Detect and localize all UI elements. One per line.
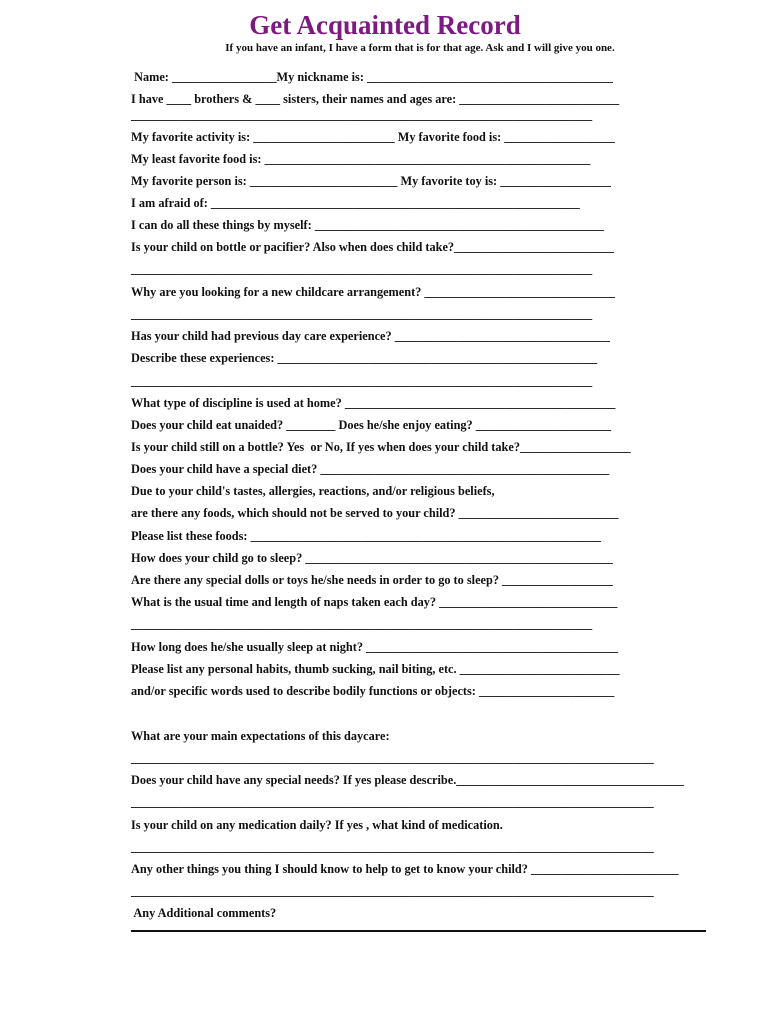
text-dietary-restrictions: Due to your child's tastes, allergies, reactions, and/or religious beliefs,	[131, 484, 495, 498]
field-previous-daycare[interactable]: Has your child had previous day care experience? ___________________________________	[131, 329, 610, 343]
field-list-foods[interactable]: Please list these foods: _________________________________________________________	[131, 529, 601, 543]
field-special-needs-cont[interactable]: _____________________________________________________________________________________	[131, 795, 654, 809]
field-eat-unaided[interactable]: Does your child eat unaided? ________ Does he/she enjoy eating? ______________________	[131, 418, 612, 432]
field-sleep-at-night[interactable]: How long does he/she usually sleep at night? _________________________________________	[131, 640, 619, 654]
field-siblings-cont[interactable]: ___________________________________________________________________________	[131, 108, 593, 122]
field-do-by-myself[interactable]: I can do all these things by myself: _______________________________________________	[131, 218, 604, 232]
field-favorite-person-toy[interactable]: My favorite person is: ________________________ My favorite toy is: __________________	[131, 174, 611, 188]
form-subtitle: If you have an infant, I have a form that is for that age. Ask and I will give you one.	[225, 42, 615, 54]
field-other-things-cont[interactable]: _____________________________________________________________________________________	[131, 884, 654, 898]
field-go-to-sleep[interactable]: How does your child go to sleep? __________________________________________________	[131, 551, 613, 565]
bottom-rule	[131, 930, 706, 932]
field-bottle-pacifier[interactable]: Is your child on bottle or pacifier? Also when does child take?__________________________	[131, 240, 614, 254]
field-describe-experiences[interactable]: Describe these experiences: ____________________________________________________	[131, 351, 598, 365]
field-new-childcare-reason[interactable]: Why are you looking for a new childcare arrangement? _______________________________	[131, 285, 616, 299]
field-personal-habits[interactable]: Please list any personal habits, thumb sucking, nail biting, etc. __________________________	[131, 662, 620, 676]
field-bottle-pacifier-cont[interactable]: ___________________________________________________________________________	[131, 262, 593, 276]
field-still-on-bottle[interactable]: Is your child still on a bottle? Yes or No, If yes when does your child take?__________________	[131, 440, 631, 454]
text-additional-comments: Any Additional comments?	[131, 906, 277, 920]
field-nap-time[interactable]: What is the usual time and length of naps taken each day? _____________________________	[131, 595, 618, 609]
field-least-favorite-food[interactable]: My least favorite food is: _____________________________________________________	[131, 152, 591, 166]
field-discipline[interactable]: What type of discipline is used at home? ____________________________________________	[131, 396, 616, 410]
field-other-things[interactable]: Any other things you thing I should know to help to get to know your child? ________________________	[131, 862, 679, 876]
field-specific-words[interactable]: and/or specific words used to describe bodily functions or objects: ______________________	[131, 684, 615, 698]
form-title: Get Acquainted Record	[249, 10, 521, 40]
field-describe-experiences-cont[interactable]: ___________________________________________________________________________	[131, 374, 593, 388]
field-afraid-of[interactable]: I am afraid of: ____________________________________________________________	[131, 196, 580, 210]
text-medication: Is your child on any medication daily? If yes , what kind of medication.	[131, 818, 503, 832]
field-main-expectations[interactable]: _____________________________________________________________________________________	[131, 751, 654, 765]
field-nap-time-cont[interactable]: ___________________________________________________________________________	[131, 617, 593, 631]
field-new-childcare-reason-cont[interactable]: ___________________________________________________________________________	[131, 307, 593, 321]
field-favorite-activity-food[interactable]: My favorite activity is: _______________________ My favorite food is: __________________	[131, 130, 615, 144]
field-name-nickname[interactable]: Name: _________________My nickname is: ________________________________________	[131, 70, 613, 84]
field-foods-not-served[interactable]: are there any foods, which should not be served to your child? __________________________	[131, 506, 619, 520]
field-special-diet[interactable]: Does your child have a special diet? _______________________________________________	[131, 462, 610, 476]
field-siblings[interactable]: I have ____ brothers & ____ sisters, their names and ages are: __________________________	[131, 92, 620, 106]
text-main-expectations: What are your main expectations of this daycare:	[131, 729, 390, 743]
field-special-needs[interactable]: Does your child have any special needs? If yes please describe._____________________________________	[131, 773, 684, 787]
field-sleep-dolls-toys[interactable]: Are there any special dolls or toys he/she needs in order to go to sleep? __________________	[131, 573, 613, 587]
field-medication[interactable]: _____________________________________________________________________________________	[131, 840, 654, 854]
